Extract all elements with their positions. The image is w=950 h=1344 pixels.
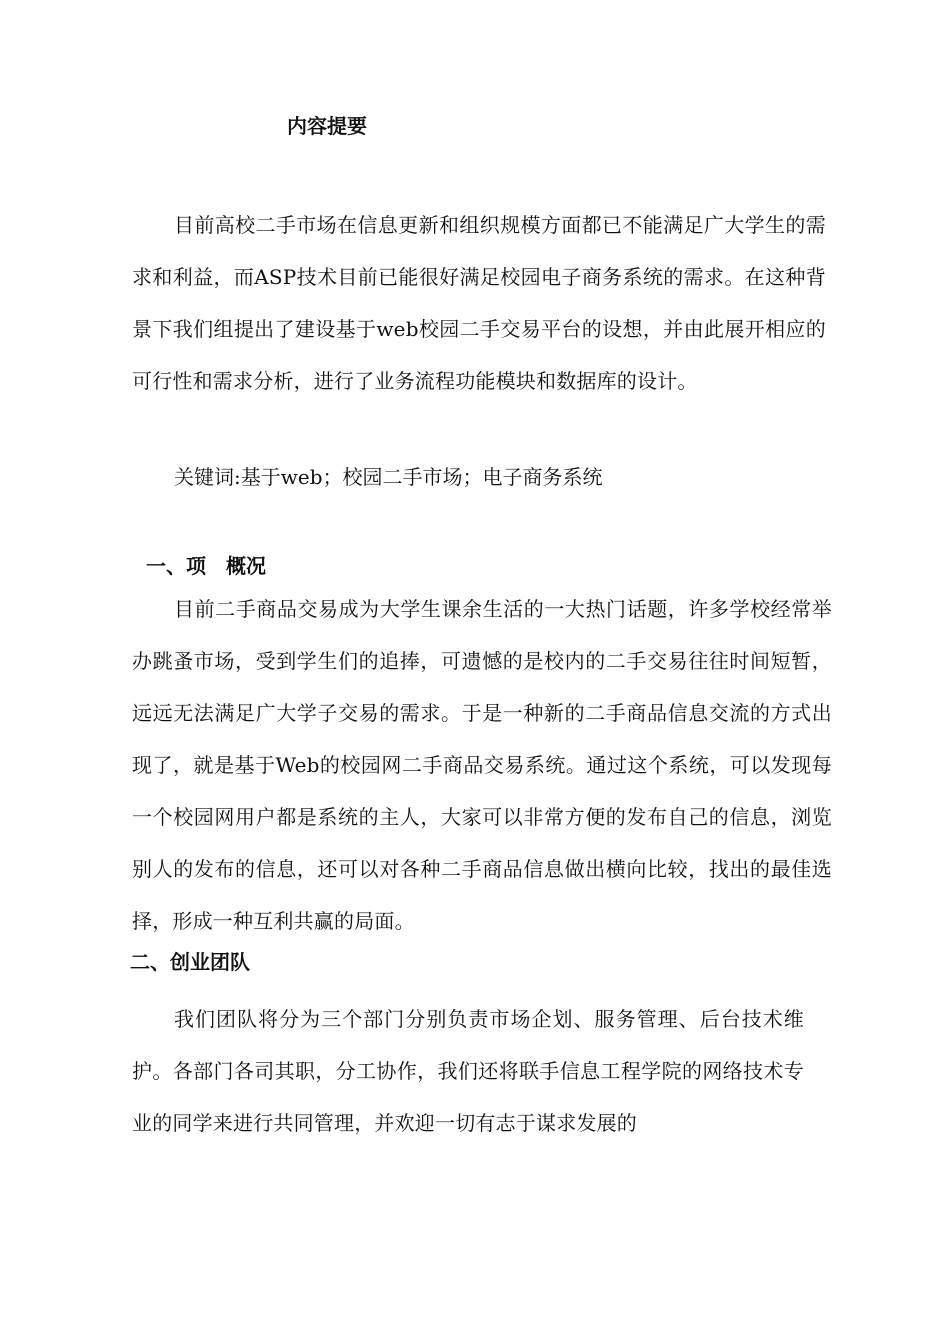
- section-heading-team: 二、创业团队: [130, 950, 250, 974]
- keywords-line: 关键词:基于web；校园二手市场；电子商务系统: [174, 465, 603, 489]
- page-title: 内容提要: [287, 114, 367, 138]
- section-body-overview: 目前二手商品交易成为大学生课余生活的一大热门话题，许多学校经常举办跳蚤市场，受到学生们的追捧，可遗憾的是校内的二手交易往往时间短暂，远远无法满足广大学子交易的需求。于是一种新的二手商品信息交流的方式出现了，就是基于Web的校园网二手商品交易系统。通过这个系统，可以发现每一个校园网用户都是系统的主人，大家可以非常方便的发布自己的信息，浏览别人的发布的信息，还可以对各种二手商品信息做出横向比较，找出的最佳选择，形成一种互利共赢的局面。: [132, 597, 832, 933]
- section-heading-overview: 一、项 概况: [146, 554, 266, 578]
- section-body-team: 我们团队将分为三个部门分别负责市场企划、服务管理、后台技术维护。各部门各司其职，分工协作，我们还将联手信息工程学院的网络技术专业的同学来进行共同管理，并欢迎一切有志于谋求发展的: [132, 1007, 804, 1135]
- abstract-paragraph: 目前高校二手市场在信息更新和组织规模方面都已不能满足广大学生的需求和利益，而ASP技术目前已能很好满足校园电子商务系统的需求。在这种背景下我们组提出了建设基于web校园二手交易平台的设想，并由此展开相应的可行性和需求分析，进行了业务流程功能模块和数据库的设计。: [132, 213, 826, 393]
